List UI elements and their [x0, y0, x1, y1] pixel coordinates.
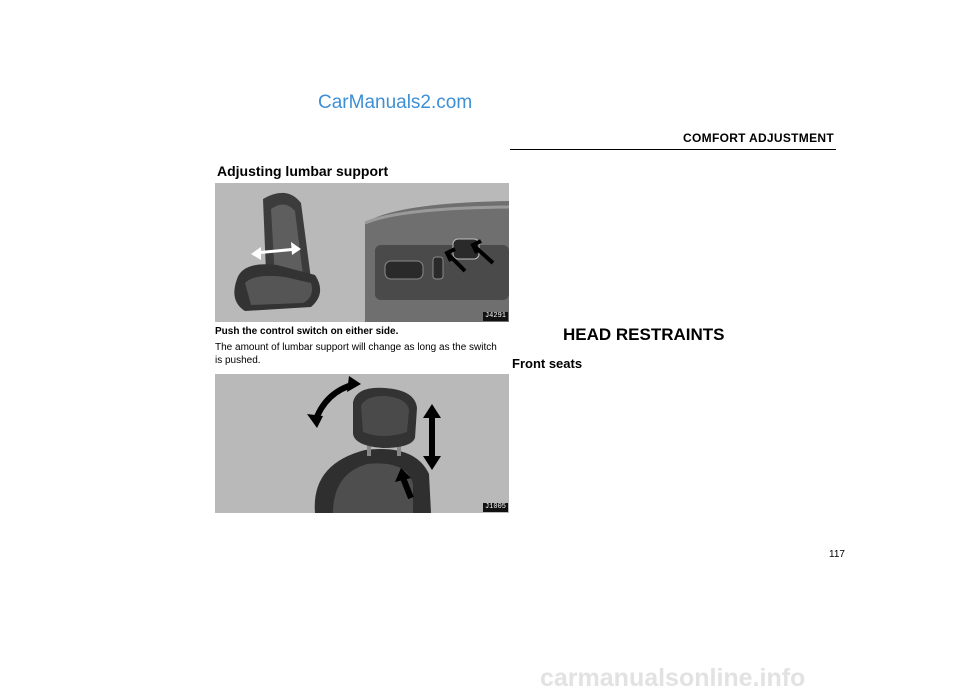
lumbar-heading: Adjusting lumbar support	[217, 163, 389, 179]
figure-code-lumbar: J4291	[484, 312, 506, 320]
front-seats-subheading: Front seats	[512, 356, 583, 371]
figure-code-head-restraint: J1005	[484, 503, 506, 511]
watermark-top[interactable]: CarManuals2.com	[318, 92, 473, 113]
watermark-bottom: carmanualsonline.info	[540, 664, 806, 692]
section-header-title: COMFORT ADJUSTMENT	[683, 131, 834, 145]
header-rule	[510, 149, 836, 150]
lumbar-seat-drawing	[215, 183, 509, 322]
head-restraint-drawing	[215, 374, 509, 513]
head-restraints-title: HEAD RESTRAINTS	[563, 325, 725, 344]
page-number: 117	[829, 549, 845, 560]
head-restraint-illustration	[215, 374, 509, 513]
lumbar-instruction: Push the control switch on either side.	[215, 326, 399, 337]
lumbar-body-text: The amount of lumbar support will change as long as the switch is pushed.	[215, 342, 497, 366]
lumbar-support-illustration	[215, 183, 509, 322]
